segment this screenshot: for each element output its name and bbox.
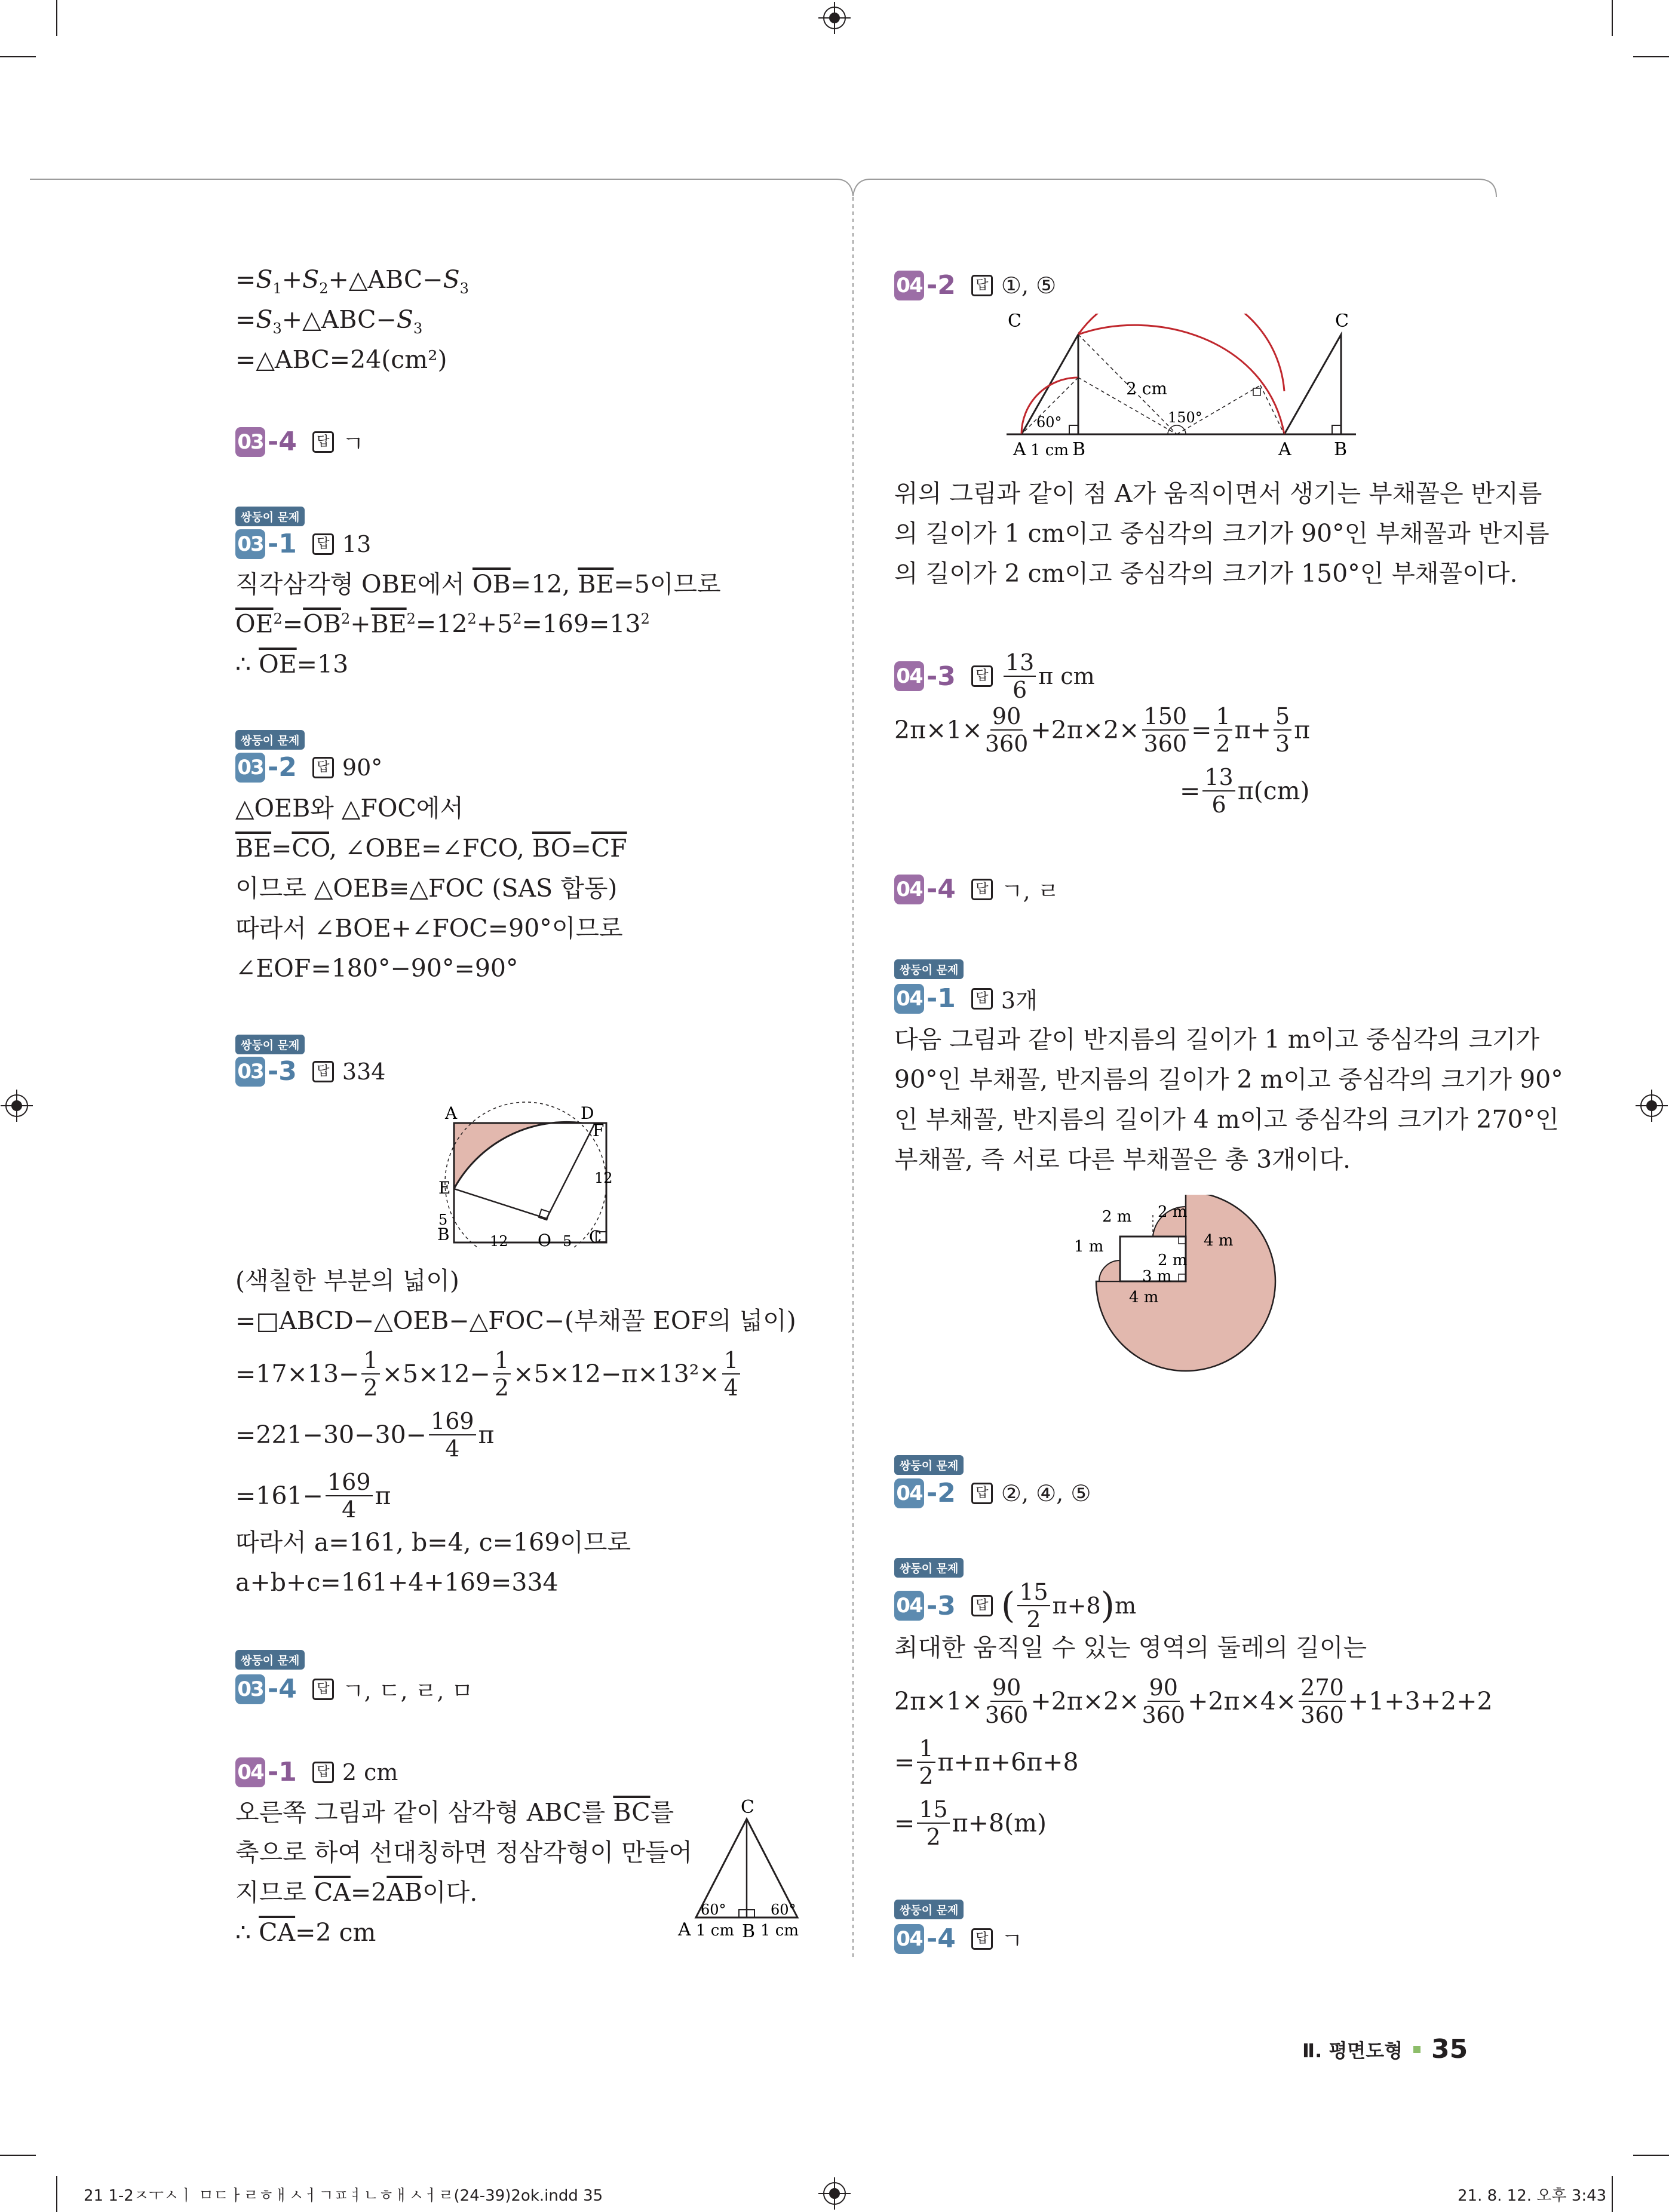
answer-unit: m — [1115, 1593, 1137, 1619]
answer-icon: 답 — [312, 1762, 334, 1783]
solution-text: 최대한 움직일 수 있는 영역의 둘레의 길이는 — [894, 1633, 1367, 1662]
angle-60-right: 60° — [771, 1901, 796, 1918]
equilateral-triangle-figure — [672, 1795, 818, 1950]
answer-icon: 답 — [971, 879, 993, 900]
answer-icon: 답 — [312, 1061, 334, 1082]
length-2m-b: 2 m — [1158, 1203, 1188, 1221]
problem-header-03-2 — [235, 752, 382, 783]
page-number: 35 — [1431, 2034, 1468, 2064]
problem-header-04-2-twin — [894, 1478, 1091, 1508]
section-title: Ⅱ. 평면도형 — [1302, 2039, 1403, 2062]
label-A-right: A — [1278, 439, 1291, 460]
answer-text: ①, ⑤ — [1001, 272, 1057, 299]
twin-problem-label: 쌍둥이 문제 — [894, 959, 964, 979]
problem-number: -4 — [268, 1674, 297, 1704]
problem-badge: 04 — [894, 1478, 924, 1508]
label-A: A — [445, 1103, 458, 1123]
answer-text: π cm — [1038, 663, 1095, 689]
label-O: O — [538, 1231, 551, 1248]
answer-text: 334 — [342, 1058, 386, 1085]
answer-icon: 답 — [312, 1679, 334, 1700]
twin-problem-label: 쌍둥이 문제 — [235, 1035, 305, 1054]
length-1cm-left: 1 cm — [696, 1922, 735, 1940]
length-4m-bottom: 4 m — [1129, 1288, 1159, 1306]
answer-icon: 답 — [312, 431, 334, 453]
problem-number: -4 — [268, 427, 297, 457]
print-date: 21. 8. 12. 오후 3:43 — [1458, 2187, 1607, 2205]
rectangle-sector-figure — [424, 1099, 621, 1248]
problem-header-04-4 — [894, 873, 1059, 906]
problem-badge: 04 — [894, 1924, 924, 1954]
problem-badge: 04 — [235, 1757, 265, 1787]
length-4m-right: 4 m — [1204, 1232, 1234, 1250]
label-5: 5 — [438, 1211, 448, 1228]
solution-text: a+b+c=161+4+169=334 — [235, 1568, 559, 1597]
registration-mark-bottom — [818, 2177, 851, 2210]
answer-text: 13 — [342, 530, 372, 557]
label-E: E — [438, 1178, 451, 1198]
answer-icon: 답 — [312, 757, 334, 778]
solution-equation: 2π×1× $\frac{90}{360}$ +2π×2× $\frac{150}{360}$ = $\frac{1}{2}$ π+ $\frac{5}{3}$ π — [894, 703, 1311, 757]
solution-text: (색칠한 부분의 넓이) — [235, 1266, 459, 1295]
label-D: D — [581, 1103, 594, 1123]
solution-text: 다음 그림과 같이 반지름의 길이가 1 m이고 중심각의 크기가 — [894, 1025, 1540, 1054]
solution-text: 오른쪽 그림과 같이 삼각형 ABC를 $\overline{BC}$를 — [235, 1798, 674, 1827]
label-C: C — [741, 1797, 754, 1818]
answer-icon: 답 — [312, 533, 334, 555]
radius-2cm: 2 cm — [1126, 379, 1167, 398]
twin-problem-label: 쌍둥이 문제 — [235, 730, 305, 750]
label-F: F — [593, 1121, 605, 1140]
answer-text: 90° — [342, 754, 383, 781]
solution-text: 지므로 $\overline{CA}=2\overline{AB}$이다. — [235, 1878, 478, 1907]
solution-text: 인 부채꼴, 반지름의 길이가 4 m이고 중심각의 크기가 270°인 — [894, 1105, 1559, 1134]
solution-text: =17×13− $\frac{1}{2}$ ×5×12− $\frac{1}{2}$ ×5×12−π×13²× $\frac{1}{4}$ — [235, 1349, 743, 1399]
problem-badge: 03 — [235, 1674, 265, 1704]
solution-text: 따라서 ∠BOE+∠FOC=90°이므로 — [235, 914, 623, 943]
problem-number: -1 — [926, 983, 956, 1014]
label-A-left: A — [1013, 439, 1026, 460]
solution-equation: = $\frac{1}{2}$ π+π+6π+8 — [894, 1735, 1079, 1789]
problem-badge: 03 — [235, 753, 265, 783]
problem-number: -1 — [268, 1757, 297, 1787]
problem-header-03-1 — [235, 529, 371, 559]
page-footer — [1302, 2034, 1468, 2064]
problem-number: -1 — [268, 529, 297, 559]
problem-header-03-4b — [235, 1673, 473, 1705]
solution-text: 90°인 부채꼴, 반지름의 길이가 2 m이고 중심각의 크기가 90° — [894, 1065, 1563, 1094]
twin-problem-label: 쌍둥이 문제 — [894, 1455, 964, 1475]
problem-badge: 04 — [894, 271, 924, 300]
twin-problem-label: 쌍둥이 문제 — [235, 1650, 305, 1670]
length-1cm: 1 cm — [1030, 441, 1069, 459]
twin-problem-label: 쌍둥이 문제 — [894, 1900, 964, 1919]
equation-line-2: $=S_3+\triangle ABC-S_3$ — [235, 305, 423, 338]
solution-text: 따라서 a=161, b=4, c=169이므로 — [235, 1528, 631, 1557]
solution-equation: = $\frac{13}{6}$ π(cm) — [1180, 764, 1310, 818]
problem-number: -3 — [268, 1056, 297, 1087]
answer-text: ㄱ — [1001, 1928, 1023, 1954]
registration-mark-top — [818, 2, 851, 34]
length-1cm-right: 1 cm — [760, 1922, 799, 1940]
solution-text: 직각삼각형 OBE에서 $\overline{OB}=12$, $\overline{BE}=5$이므로 — [235, 570, 721, 599]
solution-equation: 2π×1× $\frac{90}{360}$ +2π×2× $\frac{90}{360}$ +2π×4× $\frac{270}{360}$ +1+3+2+2 — [894, 1674, 1493, 1728]
answer-text: 2 cm — [342, 1759, 398, 1785]
solution-equation: = $\frac{15}{2}$ π+8(m) — [894, 1796, 1047, 1850]
problem-number: -3 — [926, 1590, 956, 1621]
angle-60-left: 60° — [701, 1901, 726, 1918]
answer-text: ②, ④, ⑤ — [1001, 1480, 1091, 1507]
solution-text: 축으로 하여 선대칭하면 정삼각형이 만들어 — [235, 1838, 693, 1867]
solution-text: 부채꼴, 즉 서로 다른 부채꼴은 총 3개이다. — [894, 1145, 1351, 1174]
solution-text: 의 길이가 2 cm이고 중심각의 크기가 150°인 부채꼴이다. — [894, 559, 1518, 588]
angle-60: 60° — [1036, 414, 1062, 431]
answer-text: ㄱ — [342, 431, 364, 457]
label-C-right: C — [1335, 314, 1349, 332]
solution-text: =□ABCD−△OEB−△FOC−(부채꼴 EOF의 넓이) — [235, 1306, 796, 1335]
problem-number: -3 — [926, 661, 956, 692]
solution-text: =161− $\frac{169}{4}$ π — [235, 1469, 391, 1523]
twin-problem-label: 쌍둥이 문제 — [235, 507, 305, 526]
answer-text: 3개 — [1001, 987, 1038, 1014]
problem-number: -4 — [926, 1923, 956, 1954]
problem-number: -2 — [268, 752, 297, 783]
problem-header-04-4-twin — [894, 1922, 1023, 1955]
twin-problem-label: 쌍둥이 문제 — [894, 1558, 964, 1578]
problem-header-04-3: 04 -3 답 $\frac{13}{6}$ π cm — [894, 651, 1095, 701]
solution-text: 이므로 △OEB≡△FOC (SAS 합동) — [235, 874, 618, 903]
problem-badge: 04 — [894, 661, 924, 691]
label-C-left: C — [1008, 314, 1021, 332]
label-B-right: B — [1334, 439, 1348, 460]
problem-badge: 04 — [894, 875, 924, 904]
answer-icon: 답 — [971, 275, 993, 296]
problem-badge: 03 — [235, 1057, 265, 1087]
problem-badge: 03 — [235, 529, 265, 559]
answer-icon: 답 — [971, 988, 993, 1010]
length-2m-a: 2 m — [1102, 1208, 1132, 1226]
equation-line-3: =△ABC=24(cm²) — [235, 345, 447, 374]
solution-text: $\overline{BE}=\overline{CO}$, ∠OBE=∠FCO, $\overline{BO}=\overline{CF}$ — [235, 834, 627, 863]
answer-icon: 답 — [971, 1928, 993, 1950]
answer-text: ㄱ, ㄷ, ㄹ, ㅁ — [342, 1678, 474, 1704]
answer-text: π+8 — [1052, 1593, 1101, 1619]
label-B-left: B — [1072, 439, 1086, 460]
solution-text: =221−30−30− $\frac{169}{4}$ π — [235, 1408, 495, 1462]
label-12: 12 — [594, 1170, 613, 1186]
solution-text: △OEB와 △FOC에서 — [235, 794, 464, 823]
problem-header-03-4 — [235, 425, 364, 458]
footer-bullet-icon — [1413, 2046, 1421, 2053]
label-A: A — [678, 1919, 691, 1940]
problem-header-04-2 — [894, 270, 1056, 300]
problem-number: -2 — [926, 1478, 956, 1508]
problem-header-04-1-twin — [894, 982, 1038, 1015]
answer-icon: 답 — [971, 1595, 993, 1616]
angle-150: 150° — [1168, 409, 1202, 426]
rolling-triangle-figure — [1004, 314, 1362, 460]
solution-text: ∴ $\overline{CA}=2$ cm — [235, 1918, 376, 1947]
registration-mark-left — [1, 1090, 33, 1122]
problem-badge: 04 — [894, 1591, 924, 1621]
problem-badge: 04 — [894, 984, 924, 1014]
solution-text: 위의 그림과 같이 점 A가 움직이면서 생기는 부채꼴은 반지름 — [894, 479, 1542, 508]
dog-leash-region-figure — [1063, 1195, 1302, 1398]
problem-header-04-3-twin: 04 -3 답 ( $\frac{15}{2}$ π+8 ) m — [894, 1581, 1136, 1631]
length-1m: 1 m — [1074, 1238, 1104, 1256]
registration-mark-right — [1636, 1090, 1668, 1122]
label-C: C — [589, 1227, 602, 1247]
answer-text: ㄱ, ㄹ — [1001, 878, 1060, 904]
label-B: B — [742, 1921, 756, 1942]
answer-icon: 답 — [971, 1483, 993, 1504]
problem-header-03-3 — [235, 1056, 385, 1087]
print-filename: 21 1-2ㅈㅜㅅㅣ ㅁㄷㅏㄹㅎㅐㅅㅓㄱㅍㅕㄴㅎㅐㅅㅓㄹ(24-39)2ok.indd 35 — [84, 2187, 603, 2205]
solution-text: ∠EOF=180°−90°=90° — [235, 954, 519, 983]
equation-line-1: $=S_1+S_2+\triangle ABC-S_3$ — [235, 265, 469, 297]
solution-text: ∴ $\overline{OE}=13$ — [235, 650, 349, 679]
answer-icon: 답 — [971, 665, 993, 687]
length-3m: 3 m — [1142, 1268, 1172, 1286]
label-12-bottom: 12 — [490, 1233, 508, 1248]
problem-number: -4 — [926, 874, 956, 904]
label-B: B — [437, 1225, 450, 1244]
label-5-bottom: 5 — [563, 1233, 572, 1248]
problem-badge: 03 — [235, 427, 265, 457]
problem-header-04-1 — [235, 1757, 398, 1787]
length-2m-c: 2 m — [1158, 1251, 1188, 1269]
problem-number: -2 — [926, 270, 956, 300]
solution-text: $\overline{OE}^2=\overline{OB}^2+\overline{BE}^2=12^2+5^2=169=13^2$ — [235, 609, 650, 639]
solution-text: 의 길이가 1 cm이고 중심각의 크기가 90°인 부채꼴과 반지름 — [894, 519, 1550, 548]
